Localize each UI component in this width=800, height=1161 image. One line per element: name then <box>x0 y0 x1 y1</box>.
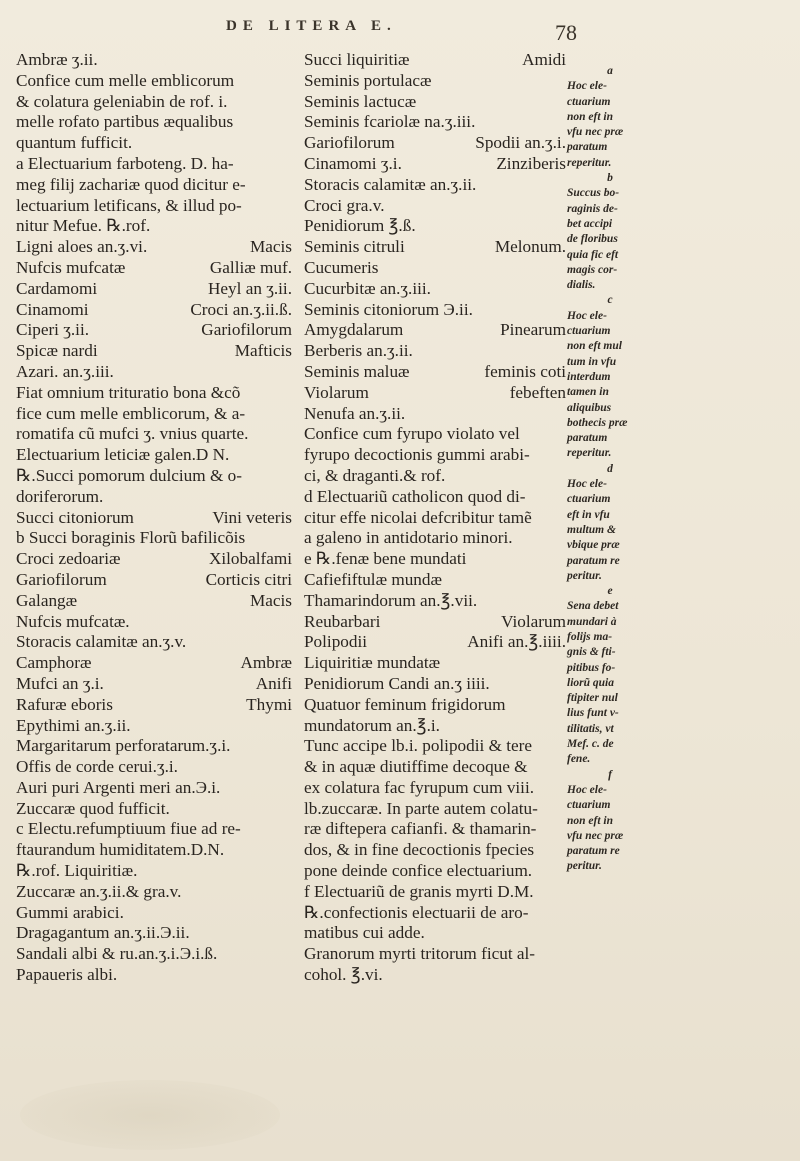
margin-note-letter: f <box>608 768 612 781</box>
left-column-line <box>16 653 292 674</box>
left-column-line-part: Corticis citri <box>205 569 292 589</box>
right-column-line: pone deinde confice electuarium. <box>304 861 533 881</box>
left-column-line-part: Macis <box>249 590 292 610</box>
right-column-line-part: Polipodii <box>304 632 368 652</box>
right-column-line: ℞.confectionis electuarii de aro- <box>304 902 529 922</box>
margin-note-line: aliquibus <box>567 401 612 414</box>
left-column-line: Azari. an.ʒ.iii. <box>16 361 114 381</box>
left-column-line-part: Galangæ <box>16 590 78 610</box>
left-column-line-part: Macis <box>249 237 292 257</box>
right-column-line: ræ diftepera cafianfi. & thamarin- <box>304 819 537 839</box>
margin-note-line: multum & <box>567 523 616 536</box>
margin-note-line: paratum <box>567 141 608 154</box>
right-column-line: lb.zuccaræ. In parte autem colatu- <box>304 798 538 818</box>
right-column-line: Thamarindorum an.℥.vii. <box>304 590 478 610</box>
margin-note-line: bothecis præ <box>567 416 628 429</box>
margin-note-line: ctuarium <box>567 799 611 812</box>
right-column-line-part: Melonum. <box>494 237 566 257</box>
page-number: 78 <box>555 20 577 45</box>
left-column-line: Auri puri Argenti meri an.Э.i. <box>16 777 221 797</box>
margin-note-line: Mef. c. de <box>567 738 614 751</box>
right-column-line <box>304 612 566 633</box>
right-column-line: d Electuariũ catholicon quod di- <box>304 486 526 506</box>
left-column-line-part: Succi citoniorum <box>16 507 134 527</box>
margin-note-line: Hoc ele- <box>567 80 607 93</box>
margin-note-line: gnis & fti- <box>567 646 616 659</box>
right-column-line: Quatuor feminum frigidorum <box>304 694 506 714</box>
left-column-line <box>16 508 292 529</box>
left-column-line: doriferorum. <box>16 486 104 506</box>
margin-note-line: fene. <box>567 753 591 766</box>
right-column-line: Nenufa an.ʒ.ii. <box>304 403 406 423</box>
right-column-line-part: Seminis citruli <box>304 237 405 257</box>
right-column-line <box>304 154 566 175</box>
right-column-line-part: Succi liquiritiæ <box>304 50 410 69</box>
left-column-line: ℞.Succi pomorum dulcium & o- <box>16 465 242 485</box>
left-column-line <box>16 570 292 591</box>
right-column-line: Penidiorum Candi an.ʒ iiii. <box>304 673 490 693</box>
right-column-line-part: Anifi an.℥.iiii. <box>467 632 566 652</box>
right-column-line: e ℞.fenæ bene mundati <box>304 549 467 569</box>
margin-note-line: Sena debet <box>567 600 619 613</box>
right-column-line: & in aquæ diutiffime decoque & <box>304 757 528 777</box>
left-column-line: quantum fufficit. <box>16 133 133 153</box>
right-column-line: Seminis citoniorum Э.ii. <box>304 299 473 319</box>
left-column-line-part: Ligni aloes an.ʒ.vi. <box>16 237 148 257</box>
margin-note-line: Succus bo- <box>567 187 620 200</box>
margin-note-line: Hoc ele- <box>567 783 607 796</box>
left-column-line-part: Ambræ <box>240 653 292 673</box>
left-text-column <box>16 50 292 986</box>
margin-note-line: non eft mul <box>567 340 622 353</box>
margin-note-line: vbique præ <box>567 539 620 552</box>
right-column-line: Cafiefiftulæ mundæ <box>304 569 442 589</box>
margin-note-line: magis cor- <box>567 263 618 276</box>
left-column-line-part: Mufci an ʒ.i. <box>16 673 104 693</box>
left-column-line <box>16 237 292 258</box>
left-column-line: meg filij zachariæ quod dicitur e- <box>16 174 246 194</box>
right-column-line: mundatorum an.℥.i. <box>304 715 440 735</box>
margin-note-line: paratum re <box>567 845 620 858</box>
left-column-line: ℞.rof. Liquiritiæ. <box>16 861 138 881</box>
left-column-line: Confice cum melle emblicorum <box>16 70 235 90</box>
left-column-line-part: Heyl an ʒ.ii. <box>208 278 292 298</box>
left-column-line: a Electuarium farboteng. D. ha- <box>16 153 234 173</box>
left-column-line: & colatura geleniabin de rof. i. <box>16 91 228 111</box>
left-column-line: Epythimi an.ʒ.ii. <box>16 715 131 735</box>
right-column-line <box>304 383 566 404</box>
right-column-line: Seminis portulacæ <box>304 70 432 90</box>
right-column-line-part: Amidi <box>522 50 566 69</box>
right-column-line: Cucurbitæ an.ʒ.iii. <box>304 278 431 298</box>
right-column-line: Penidiorum ℥.ß. <box>304 216 416 236</box>
left-column-line <box>16 258 292 279</box>
margin-note-line: reperitur. <box>567 447 612 460</box>
running-title: DE LITERA E. <box>226 18 397 34</box>
right-column-line: Croci gra.v. <box>304 195 385 215</box>
margin-note-line: non eft in <box>567 110 614 123</box>
margin-note-line: ctuarium <box>567 493 611 506</box>
margin-note-line: ctuarium <box>567 95 611 108</box>
right-column-line <box>304 50 566 71</box>
left-column-line: Nufcis mufcatæ. <box>16 611 130 631</box>
right-column-line-part: Pinearum <box>500 320 566 340</box>
right-column-line-part: feminis coti <box>484 361 566 381</box>
left-column-line: fice cum melle emblicorum, & a- <box>16 403 246 423</box>
margin-note-line: eft in vfu <box>567 508 610 521</box>
margin-note-line: tilitatis, vt <box>567 722 614 735</box>
margin-note-line: tum in vfu <box>567 355 617 368</box>
margin-note-line: dialis. <box>567 279 596 292</box>
margin-note-line: paratum <box>567 432 608 445</box>
margin-note-line: ctuarium <box>567 325 611 338</box>
margin-note-line: tamen in <box>567 386 609 399</box>
margin-note-line: liorũ quia <box>567 676 614 689</box>
left-column-line: Dragagantum an.ʒ.ii.Э.ii. <box>16 923 190 943</box>
margin-note-letter: e <box>607 585 613 598</box>
margin-note-line: non eft in <box>567 814 614 827</box>
margin-note-line: interdum <box>567 370 611 383</box>
margin-note-line: reperitur. <box>567 156 612 169</box>
right-column-line-part: Violarum <box>501 611 566 631</box>
left-column-line-part: Croci zedoariæ <box>16 549 121 569</box>
right-column-line: Seminis lactucæ <box>304 91 417 111</box>
left-column-line <box>16 320 292 341</box>
margin-note-line: Hoc ele- <box>567 309 607 322</box>
right-column-line: Liquiritiæ mundatæ <box>304 653 441 673</box>
left-column-line: Ambræ ʒ.ii. <box>16 50 98 69</box>
left-column-line-part: Galliæ muf. <box>209 257 292 277</box>
left-column-line-part: Cardamomi <box>16 278 98 298</box>
right-text-column <box>304 50 566 986</box>
left-column-line <box>16 279 292 300</box>
paper-stain <box>20 1080 280 1150</box>
right-column-line-part: Spodii an.ʒ.i. <box>475 133 566 153</box>
margin-note-line: peritur. <box>567 569 602 582</box>
margin-note-letter: a <box>607 65 613 77</box>
left-column-line-part: Gariofilorum <box>201 320 292 340</box>
left-column-line <box>16 591 292 612</box>
right-column-line-part: Zinziberis <box>496 153 566 173</box>
right-column-line <box>304 632 566 653</box>
right-column-line: f Electuariũ de granis myrti D.M. <box>304 881 534 901</box>
left-column-line: Zuccaræ an.ʒ.ii.& gra.v. <box>16 881 182 901</box>
left-column-line <box>16 300 292 321</box>
margin-note-line: mundari à <box>567 615 617 628</box>
right-column-line: dos, & in fine decoctionis fpecies <box>304 840 535 860</box>
left-column-line-part: Ciperi ʒ.ii. <box>16 320 90 340</box>
margin-note-line: vfu nec præ <box>567 829 624 842</box>
right-column-line: fyrupo decoctionis gummi arabi- <box>304 445 530 465</box>
right-column-line <box>304 320 566 341</box>
right-column-line: citur effe nicolai defcribitur tamẽ <box>304 507 532 527</box>
right-column-line: Berberis an.ʒ.ii. <box>304 341 413 361</box>
right-column-line: Confice cum fyrupo violato vel <box>304 424 520 444</box>
left-column-line-part: Rafuræ eboris <box>16 694 113 714</box>
left-column-line: Margaritarum perforatarum.ʒ.i. <box>16 736 231 756</box>
margin-note-line: de floribus <box>567 233 618 246</box>
left-column-line-part: Cinamomi <box>16 299 89 319</box>
right-column-line: ex colatura fac fyrupum cum viii. <box>304 777 535 797</box>
right-column-line-part: Reubarbari <box>304 611 381 631</box>
right-column-line: Seminis fcariolæ na.ʒ.iii. <box>304 112 476 132</box>
left-column-line-part: Nufcis mufcatæ <box>16 257 126 277</box>
left-column-line: Electuarium leticiæ galen.D N. <box>16 445 230 465</box>
left-column-line-part: Croci an.ʒ.ii.ß. <box>190 299 292 319</box>
right-column-line: Tunc accipe lb.i. polipodii & tere <box>304 736 533 756</box>
left-column-line-part: Anifi <box>255 673 292 693</box>
left-column-line: nitur Mefue. ℞.rof. <box>16 216 151 236</box>
margin-note-letter: d <box>607 462 613 475</box>
left-column-line <box>16 695 292 716</box>
left-column-line: melle rofato partibus æqualibus <box>16 112 234 132</box>
left-column-line-part: Spicæ nardi <box>16 341 98 361</box>
left-column-line <box>16 341 292 362</box>
left-column-line: Storacis calamitæ an.ʒ.v. <box>16 632 187 652</box>
right-column-line: matibus cui adde. <box>304 923 425 943</box>
right-column-line-part: Amygdalarum <box>304 320 404 340</box>
left-column-line <box>16 549 292 570</box>
margin-note-line: ftipiter nul <box>567 692 618 705</box>
marginal-notes <box>567 64 653 875</box>
left-column-line-part: Camphoræ <box>16 653 92 673</box>
right-column-line: Cucumeris <box>304 257 379 277</box>
right-column-line-part: Cinamomi ʒ.i. <box>304 153 402 173</box>
left-column-line: Sandali albi & ru.an.ʒ.i.Э.i.ß. <box>16 944 218 964</box>
margin-note-line: peritur. <box>567 860 602 873</box>
left-column-line: romatifa cũ mufci ʒ. vnius quarte. <box>16 424 249 444</box>
right-column-line: Granorum myrti tritorum ficut al- <box>304 944 536 964</box>
right-column-line-part: febeften <box>509 382 566 402</box>
left-column-line: Offis de corde cerui.ʒ.i. <box>16 757 178 777</box>
left-column-line: Papaueris albi. <box>16 965 118 985</box>
right-column-line: ci, & draganti.& rof. <box>304 465 446 485</box>
left-column-line: Gummi arabici. <box>16 902 124 922</box>
margin-note-line: vfu nec præ <box>567 126 624 139</box>
left-column-line-part: Vini veteris <box>212 507 292 527</box>
left-column-line-part: Xilobalfami <box>208 549 292 569</box>
right-column-line <box>304 362 566 383</box>
right-column-line <box>304 133 566 154</box>
left-column-line-part: Gariofilorum <box>16 569 107 589</box>
right-column-line-part: Seminis maluæ <box>304 361 410 381</box>
right-column-line: Storacis calamitæ an.ʒ.ii. <box>304 174 477 194</box>
right-column-line-part: Violarum <box>304 382 369 402</box>
right-column-line-part: Gariofilorum <box>304 133 395 153</box>
margin-note-line: raginis de- <box>567 202 618 215</box>
left-column-line-part: Thymi <box>246 694 292 714</box>
left-column-line: b Succi boraginis Florũ bafilicõis <box>16 528 246 548</box>
margin-note-line: Hoc ele- <box>567 478 607 491</box>
right-column-line <box>304 237 566 258</box>
left-column-line: Zuccaræ quod fufficit. <box>16 798 170 818</box>
margin-note-line: lius funt v- <box>567 707 619 720</box>
margin-note-line: pitibus fo- <box>567 661 616 674</box>
margin-note-line: bet accipi <box>567 217 613 230</box>
left-column-line-part: Mafticis <box>234 341 292 361</box>
left-column-line: ftaurandum humiditatem.D.N. <box>16 840 225 860</box>
margin-note-letter: c <box>607 294 613 307</box>
margin-note-line: paratum re <box>567 554 620 567</box>
margin-note-line: quia fic eft <box>567 248 619 261</box>
left-column-line <box>16 674 292 695</box>
margin-note-letter: b <box>607 172 613 185</box>
left-column-line: Fiat omnium trituratio bona &cõ <box>16 382 241 402</box>
margin-note-line: folijs ma- <box>567 630 613 643</box>
left-column-line: lectuarium letificans, & illud po- <box>16 195 242 215</box>
left-column-line: c Electu.refumptiuum fiue ad re- <box>16 819 241 839</box>
right-column-line: cohol. ℥.vi. <box>304 965 383 985</box>
right-column-line: a galeno in antidotario minori. <box>304 528 513 548</box>
